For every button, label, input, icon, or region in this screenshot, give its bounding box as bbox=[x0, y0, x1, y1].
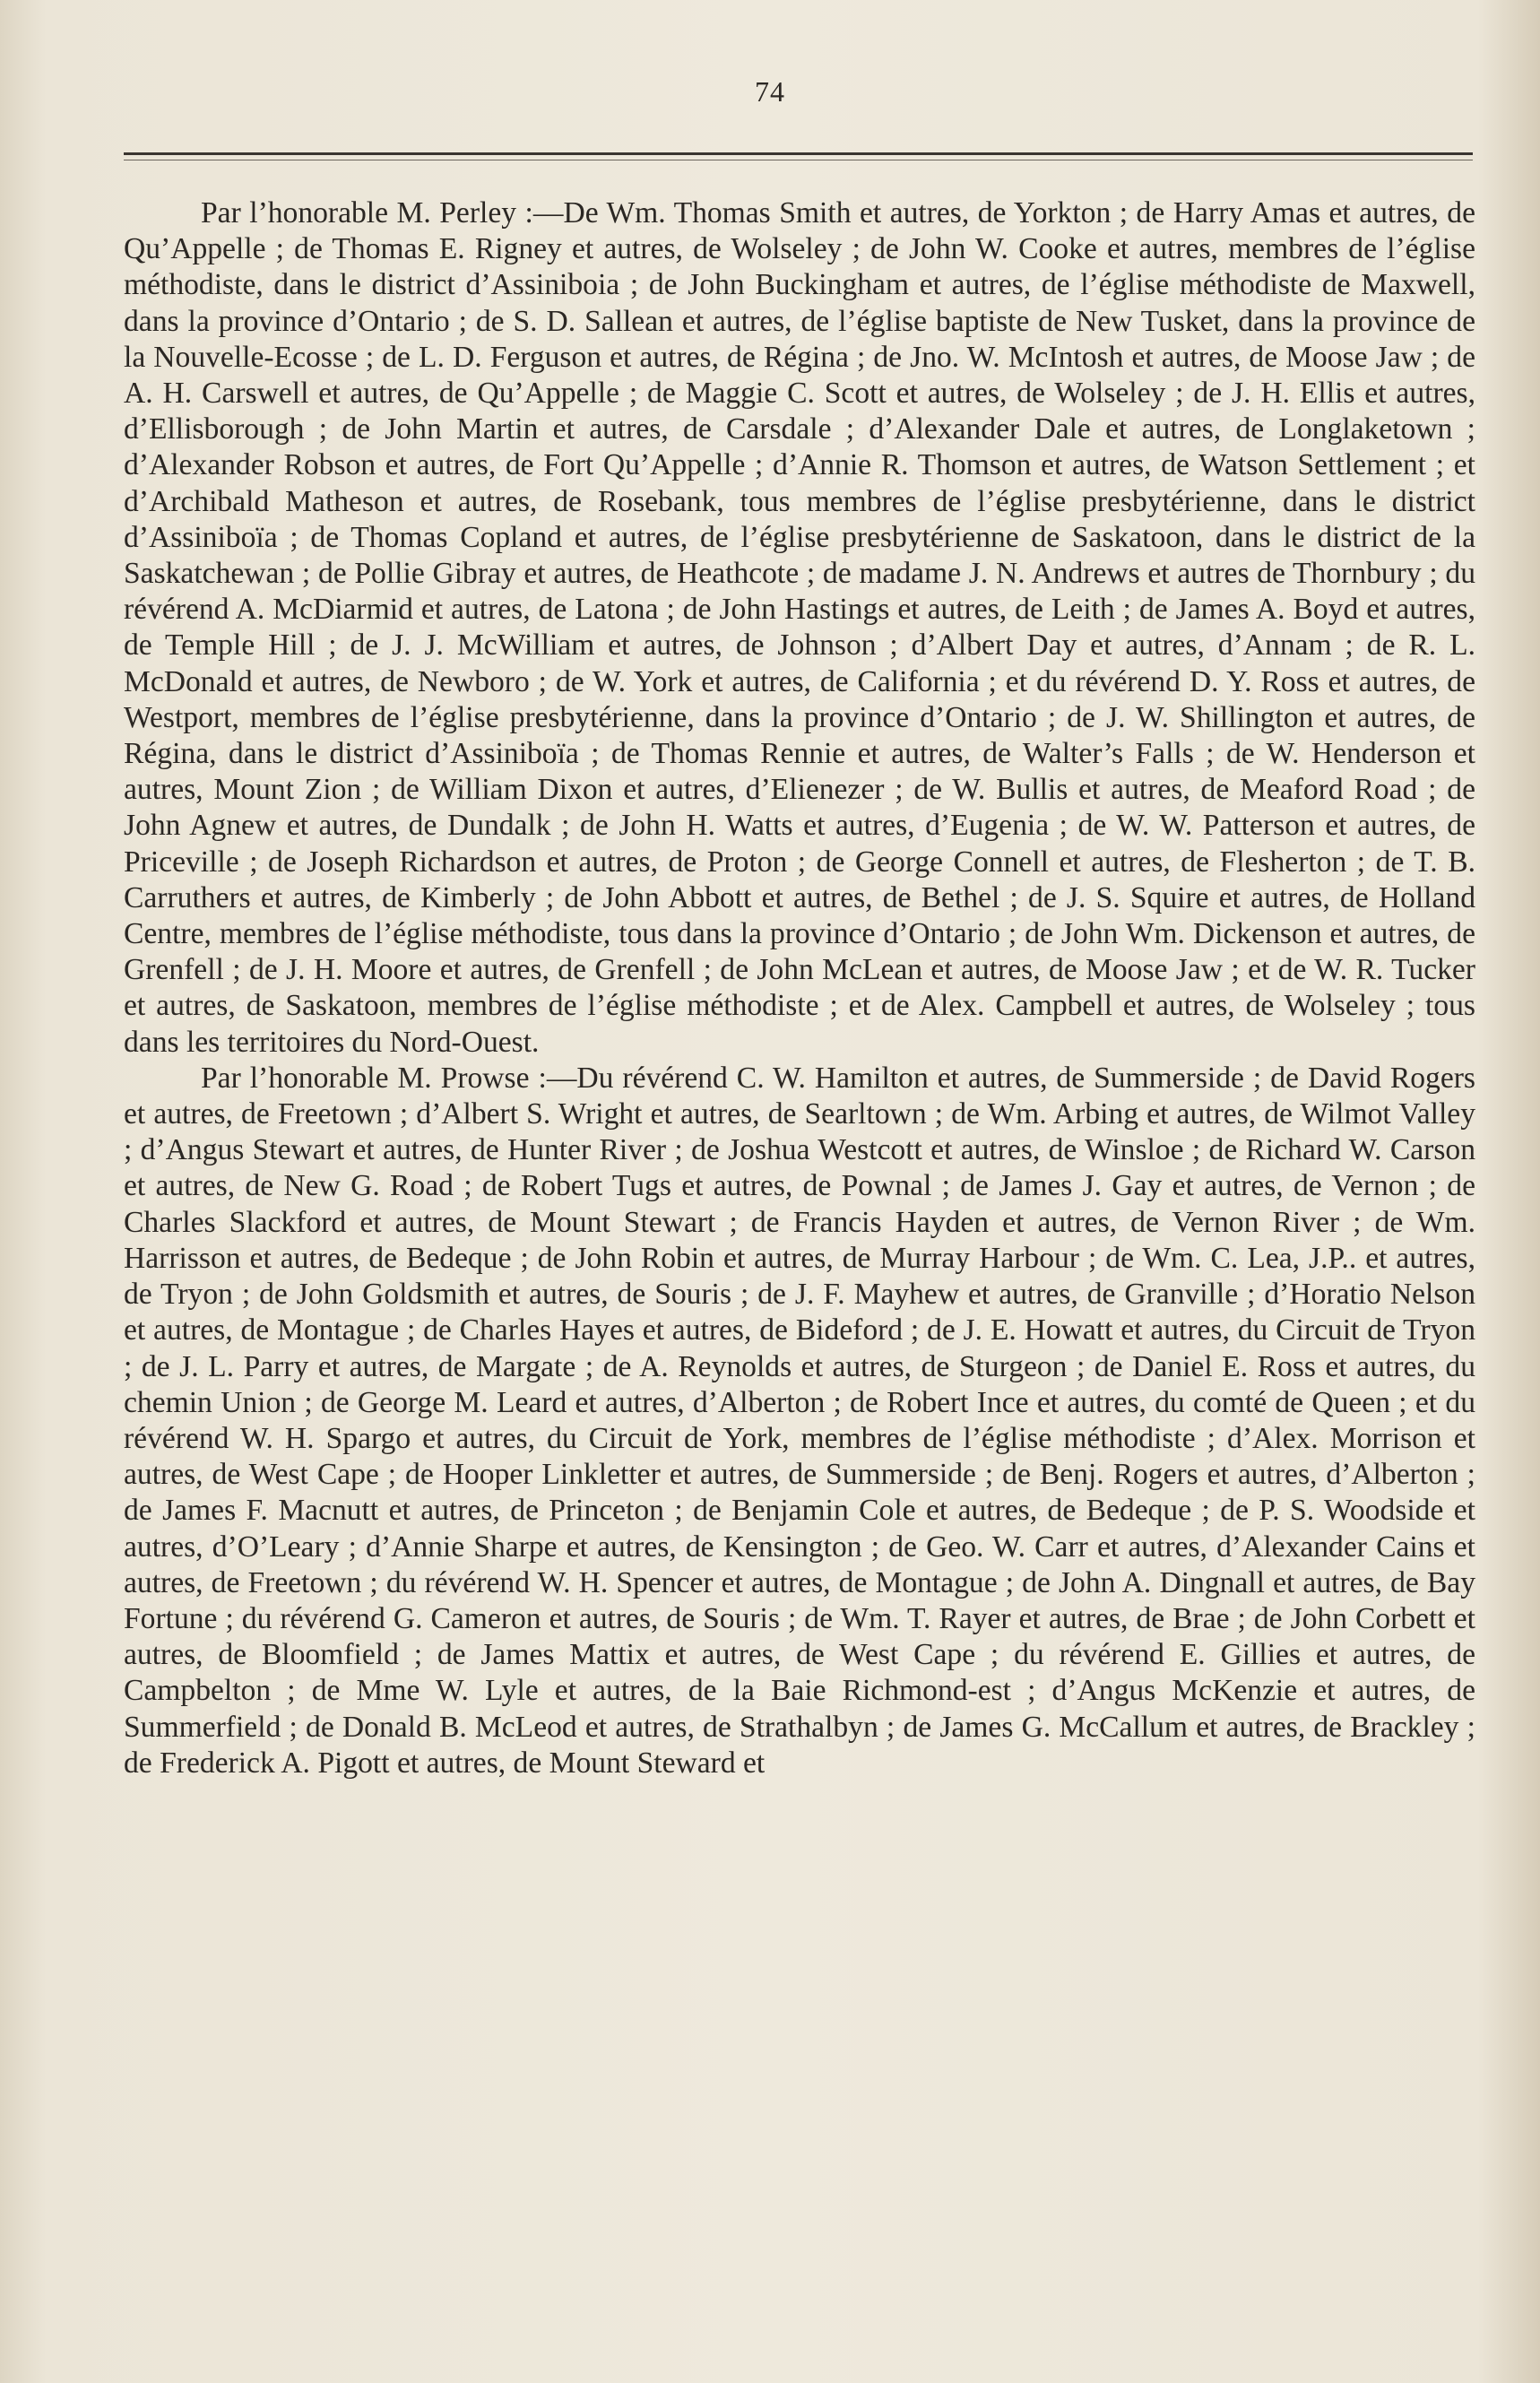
paragraph-perley-petitions: Par l’honorable M. Perley :—De Wm. Thomas Smith et autres, de Yorkton ; de Harry Amas et autres, de Qu’Appelle ; de Thomas E. Rigney et autres, de Wolseley ; de John W. Cooke et autres, membres de l’église méthodiste, dans le district d’Assiniboia ; de John Buckingham et autres, de l’église méthodiste de Maxwell, dans la province d’Ontario ; de S. D. Sallean et autres, de l’église baptiste de New Tusket, dans la province de la Nouvelle-Ecosse ; de L. D. Ferguson et autres, de Régina ; de Jno. W. McIntosh et autres, de Moose Jaw ; de A. H. Carswell et autres, de Qu’Appelle ; de Maggie C. Scott et autres, de Wolseley ; de J. H. Ellis et autres, d’Ellisborough ; de John Martin et autres, de Carsdale ; d’Alexander Dale et autres, de Longlaketown ; d’Alexander Robson et autres, de Fort Qu’Appelle ; d’Annie R. Thomson et autres, de Watson Settlement ; et d’Archibald Matheson et autres, de Rosebank, tous membres de l’église presbytérienne, dans le district d’Assiniboïa ; de Thomas Copland et autres, de l’église presbytérienne de Saskatoon, dans le district de la Saskatchewan ; de Pollie Gibray et autres, de Heathcote ; de madame J. N. Andrews et autres de Thornbury ; du révérend A. McDiarmid et autres, de Latona ; de John Hastings et autres, de Leith ; de James A. Boyd et autres, de Temple Hill ; de J. J. McWilliam et autres, de Johnson ; d’Albert Day et autres, d’Annam ; de R. L. McDonald et autres, de Newboro ; de W. York et autres, de California ; et du révérend D. Y. Ross et autres, de Westport, membres de l’église presbytérienne, dans la province d’Ontario ; de J. W. Shillington et autres, de Régina, dans le district d’Assiniboïa ; de Thomas Rennie et autres, de Walter’s Falls ; de W. Henderson et autres, Mount Zion ; de William Dixon et autres, d’Elienezer ; de W. Bullis et autres, de Meaford Road ; de John Agnew et autres, de Dundalk ; de John H. Watts et autres, d’Eugenia ; de W. W. Patterson et autres, de Priceville ; de Joseph Richardson et autres, de Proton ; de George Connell et autres, de Flesherton ; de T. B. Carruthers et autres, de Kimberly ; de John Abbott et autres, de Bethel ; de J. S. Squire et autres, de Holland Centre, membres de l’église méthodiste, tous dans la province d’Ontario ; de John Wm. Dickenson et autres, de Grenfell ; de J. H. Moore et autres, de Grenfell ; de John McLean et autres, de Moose Jaw ; et de W. R. Tucker et autres, de Saskatoon, membres de l’église méthodiste ; et de Alex. Campbell et autres, de Wolseley ; tous dans les territoires du Nord-Ouest. bbox=[124, 196, 1475, 1059]
page-number: 74 bbox=[755, 75, 785, 108]
paragraph-prowse-petitions: Par l’honorable M. Prowse :—Du révérend C. W. Hamilton et autres, de Summerside ; de David Rogers et autres, de Freetown ; d’Albert S. Wright et autres, de Searltown ; de Wm. Arbing et autres, de Wilmot Valley ; d’Angus Stewart et autres, de Hunter River ; de Joshua Westcott et autres, de Winsloe ; de Richard W. Carson et autres, de New G. Road ; de Robert Tugs et autres, de Pownal ; de James J. Gay et autres, de Vernon ; de Charles Slackford et autres, de Mount Stewart ; de Francis Hayden et autres, de Vernon River ; de Wm. Harrisson et autres, de Bedeque ; de John Robin et autres, de Murray Harbour ; de Wm. C. Lea, J.P.. et autres, de Tryon ; de John Goldsmith et autres, de Souris ; de J. F. Mayhew et autres, de Granville ; d’Horatio Nelson et autres, de Montague ; de Charles Hayes et autres, de Bideford ; de J. E. Howatt et autres, du Circuit de Tryon ; de J. L. Parry et autres, de Margate ; de A. Reynolds et autres, de Sturgeon ; de Daniel E. Ross et autres, du chemin Union ; de George M. Leard et autres, d’Alberton ; de Robert Ince et autres, du comté de Queen ; et du révérend W. H. Spargo et autres, du Circuit de York, membres de l’église méthodiste ; d’Alex. Morrison et autres, de West Cape ; de Hooper Linkletter et autres, de Summerside ; de Benj. Rogers et autres, d’Alberton ; de James F. Macnutt et autres, de Princeton ; de Benjamin Cole et autres, de Bedeque ; de P. S. Woodside et autres, d’O’Leary ; d’Annie Sharpe et autres, de Kensington ; de Geo. W. Carr et autres, d’Alexander Cains et autres, de Freetown ; du révérend W. H. Spencer et autres, de Montague ; de John A. Dingnall et autres, de Bay Fortune ; du révérend G. Cameron et autres, de Souris ; de Wm. T. Rayer et autres, de Brae ; de John Corbett et autres, de Bloomfield ; de James Mattix et autres, de West Cape ; du révérend E. Gillies et autres, de Campbelton ; de Mme W. Lyle et autres, de la Baie Richmond-est ; d’Angus McKenzie et autres, de Summerfield ; de Donald B. McLeod et autres, de Strathalbyn ; de James G. McCallum et autres, de Brackley ; de Frederick A. Pigott et autres, de Mount Steward et bbox=[124, 1061, 1475, 1780]
header-rule bbox=[124, 152, 1473, 155]
body-text bbox=[124, 195, 1475, 1781]
